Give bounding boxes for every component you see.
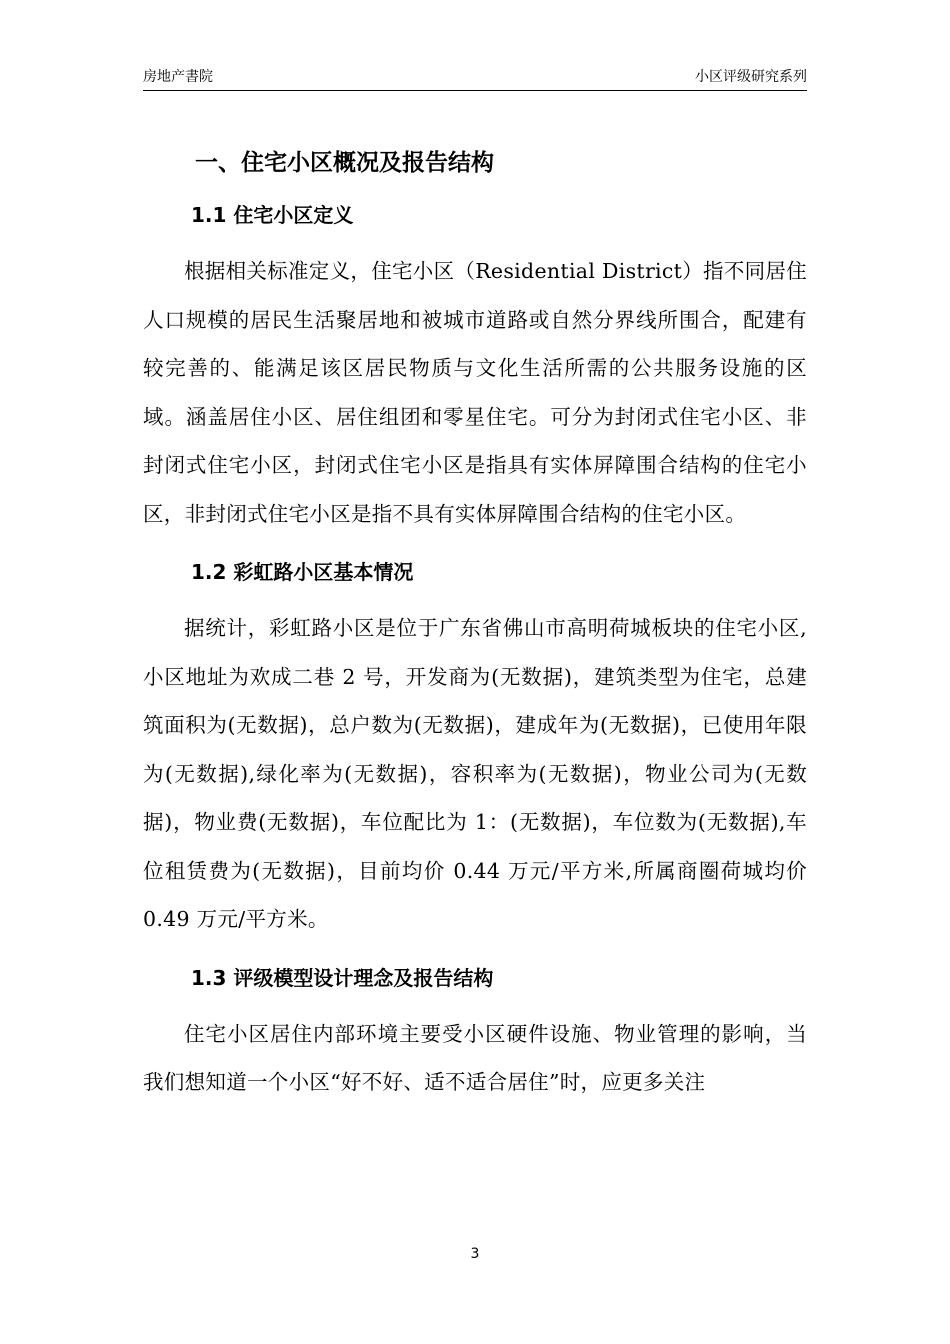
section-paragraph-1-3: 住宅小区居住内部环境主要受小区硬件设施、物业管理的影响，当我们想知道一个小区“好不好、适不适合居住”时，应更多关注: [143, 1021, 807, 1094]
section-heading-1-2: 1.2 彩虹路小区基本情况: [191, 560, 414, 584]
page-header: [143, 66, 807, 91]
document-body: [143, 143, 807, 1121]
section-paragraph-1-1: 根据相关标准定义，住宅小区（Residential District）指不同居住人口规模的居民生活聚居地和被城市道路或自然分界线所围合，配建有较完善的、能满足该区居民物质与文化生活所需的公共服务设施的区域。涵盖居住小区、居住组团和零星住宅。可分为封闭式住宅小区、非封闭式住宅小区，封闭式住宅小区是指具有实体屏障围合结构的住宅小区，非封闭式住宅小区是指不具有实体屏障围合结构的住宅小区。: [143, 259, 808, 526]
header-series-title: 小区评级研究系列: [695, 69, 807, 85]
section-heading-1-3: 1.3 评级模型设计理念及报告结构: [191, 965, 494, 990]
page-number: 3: [470, 1246, 480, 1262]
chapter-title: 一、住宅小区概况及报告结构: [195, 150, 494, 176]
header-publisher: 房地产書院: [143, 69, 213, 85]
section-paragraph-1-2: 据统计，彩虹路小区是位于广东省佛山市高明荷城板块的住宅小区,小区地址为欢成二巷 2 号，开发商为(无数据)，建筑类型为住宅，总建筑面积为(无数据)，总户数为(无数据)，建成年为(无数据)，已使用年限为(无数据),绿化率为(无数据)，容积率为(无数据)，物业公司为(无数据)，物业费(无数据)，车位配比为 1：(无数据)，车位数为(无数据),车位租赁费为(无数据)，目前均价 0.44 万元/平方米,所属商圈荷城均价 0.49 万元/平方米。: [143, 616, 807, 931]
section-heading-1-1: 1.1 住宅小区定义: [191, 203, 354, 227]
